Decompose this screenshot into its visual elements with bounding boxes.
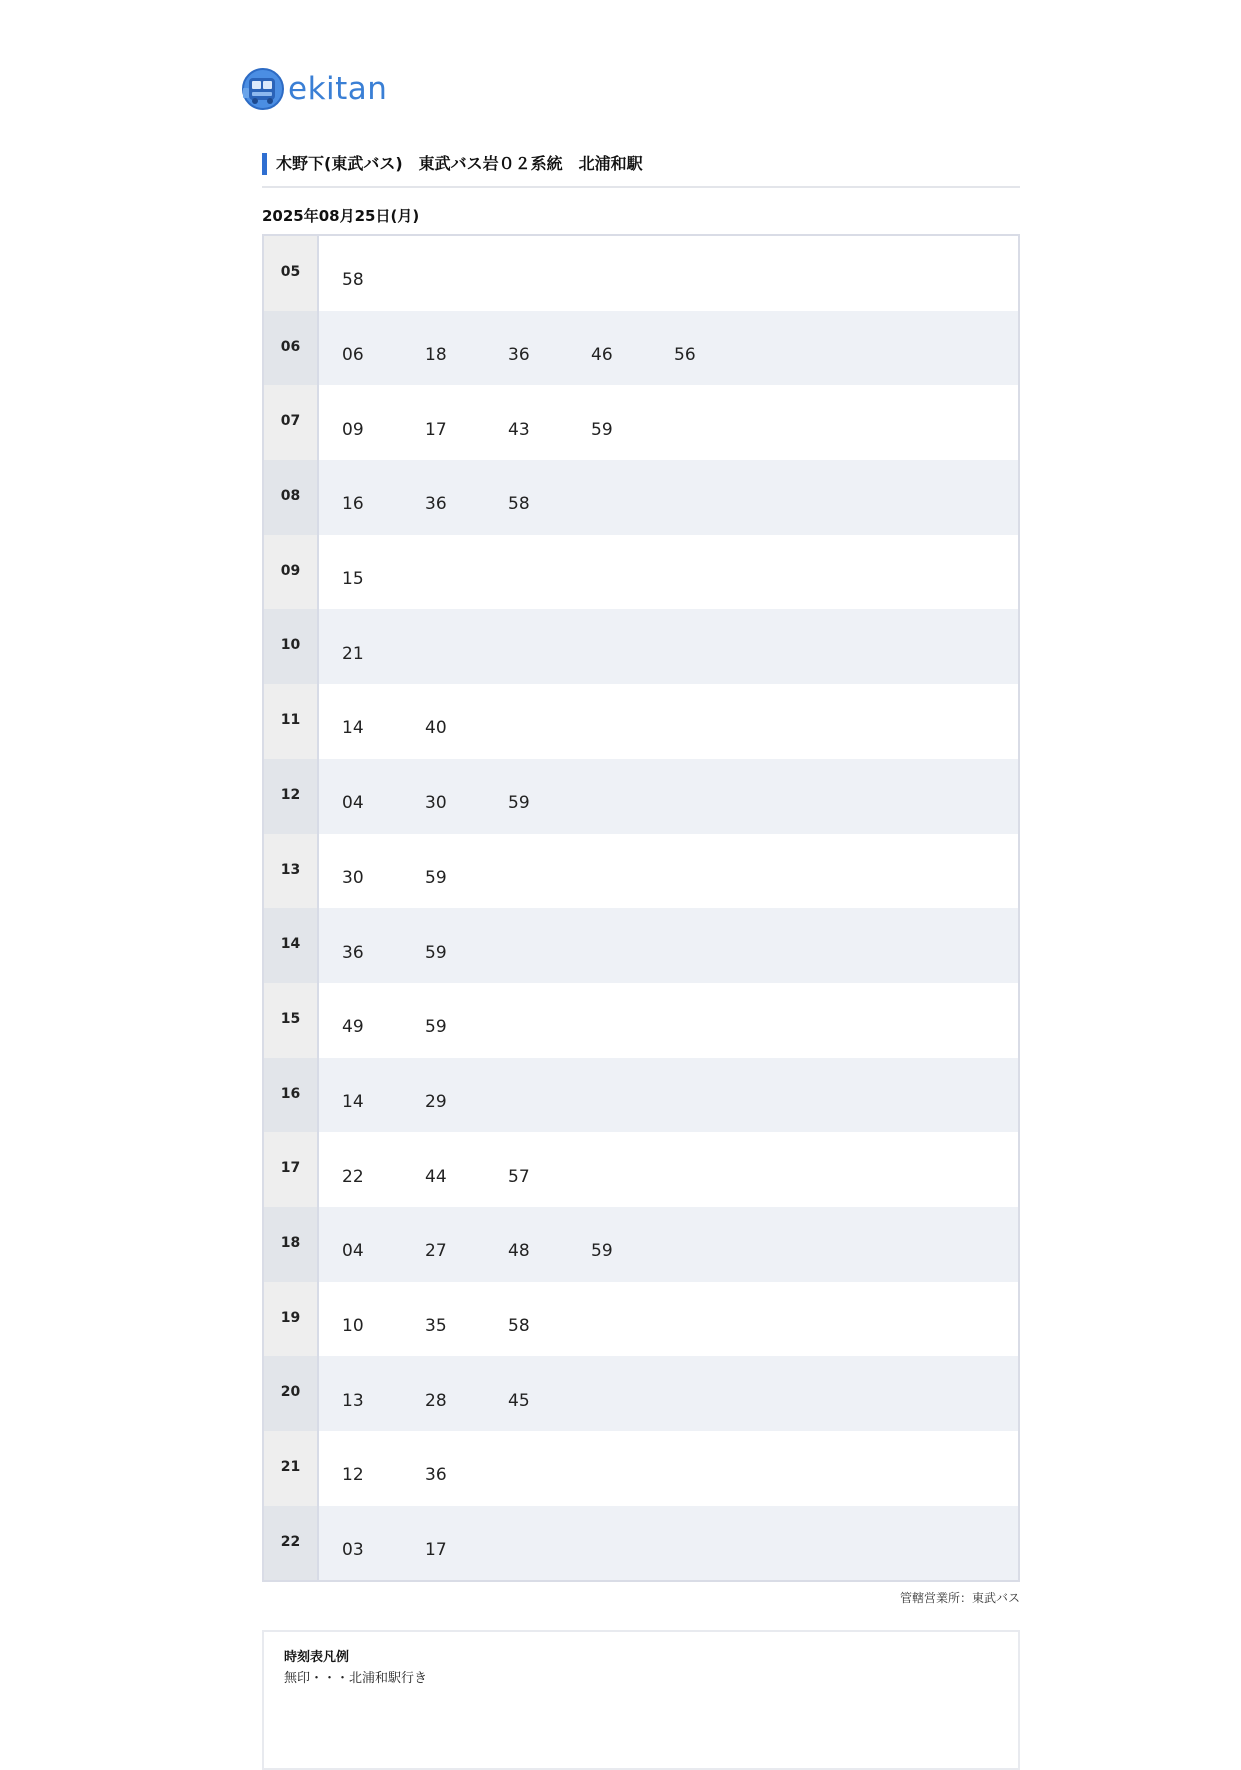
minutes-cell [319, 535, 1018, 610]
timetable-row [264, 236, 1018, 311]
logo-text: ekitan [288, 71, 388, 107]
minutes-cell [319, 385, 1018, 460]
hour-cell: 05 [264, 236, 319, 311]
hour-cell: 06 [264, 311, 319, 386]
departure-minute[interactable]: 17 [425, 419, 447, 440]
departure-minute[interactable]: 59 [508, 793, 530, 814]
minutes-cell [319, 609, 1018, 684]
timetable [262, 234, 1020, 1582]
timetable-row [264, 1506, 1018, 1581]
departure-minute[interactable]: 04 [342, 1241, 364, 1262]
timetable-row [264, 684, 1018, 759]
departure-minute[interactable]: 58 [508, 1315, 530, 1336]
hour-cell: 16 [264, 1058, 319, 1133]
departure-minute[interactable]: 22 [342, 1166, 364, 1187]
timetable-row [264, 460, 1018, 535]
timetable-row [264, 311, 1018, 386]
departure-minute[interactable]: 59 [425, 942, 447, 963]
departure-minute[interactable]: 27 [425, 1241, 447, 1262]
hour-cell: 10 [264, 609, 319, 684]
timetable-row [264, 1058, 1018, 1133]
title-accent-bar [262, 153, 267, 175]
hour-cell: 21 [264, 1431, 319, 1506]
legend-box [262, 1630, 1020, 1770]
departure-minute[interactable]: 17 [425, 1540, 447, 1561]
departure-minute[interactable]: 30 [342, 867, 364, 888]
hour-cell: 22 [264, 1506, 319, 1581]
minutes-cell [319, 1506, 1018, 1581]
minutes-cell [319, 983, 1018, 1058]
departure-minute[interactable]: 12 [342, 1465, 364, 1486]
minutes-cell [319, 834, 1018, 909]
departure-minute[interactable]: 14 [342, 1091, 364, 1112]
departure-minute[interactable]: 59 [425, 1017, 447, 1038]
timetable-row [264, 1431, 1018, 1506]
departure-minute[interactable]: 58 [508, 494, 530, 515]
departure-minute[interactable]: 59 [591, 419, 613, 440]
timetable-row [264, 1282, 1018, 1357]
timetable-row [264, 1207, 1018, 1282]
departure-minute[interactable]: 35 [425, 1315, 447, 1336]
hour-cell: 07 [264, 385, 319, 460]
minutes-cell [319, 460, 1018, 535]
timetable-row [264, 759, 1018, 834]
hour-cell: 17 [264, 1132, 319, 1207]
minutes-cell [319, 1132, 1018, 1207]
page-title: 木野下(東武バス) 東武バス岩０２系統 北浦和駅 [276, 154, 643, 173]
timetable-row [264, 834, 1018, 909]
hour-cell: 08 [264, 460, 319, 535]
hour-cell: 14 [264, 908, 319, 983]
hour-cell: 13 [264, 834, 319, 909]
legend-title: 時刻表凡例 [284, 1650, 350, 1665]
departure-minute[interactable]: 09 [342, 419, 364, 440]
minutes-cell [319, 684, 1018, 759]
departure-minute[interactable]: 21 [342, 643, 364, 664]
timetable-row [264, 1356, 1018, 1431]
hour-cell: 18 [264, 1207, 319, 1282]
departure-minute[interactable]: 48 [508, 1241, 530, 1262]
departure-minute[interactable]: 30 [425, 793, 447, 814]
timetable-date: 2025年08月25日(月) [262, 207, 420, 225]
minutes-cell [319, 1282, 1018, 1357]
hour-cell: 20 [264, 1356, 319, 1431]
departure-minute[interactable]: 56 [674, 345, 696, 366]
timetable-row [264, 1132, 1018, 1207]
departure-minute[interactable]: 13 [342, 1390, 364, 1411]
timetable-row [264, 535, 1018, 610]
minutes-cell [319, 236, 1018, 311]
departure-minute[interactable]: 45 [508, 1390, 530, 1411]
departure-minute[interactable]: 29 [425, 1091, 447, 1112]
office-label: 管轄営業所：東武バス [899, 1591, 1020, 1605]
minutes-cell [319, 908, 1018, 983]
page-title-bar [262, 150, 1020, 188]
departure-minute[interactable]: 15 [342, 569, 364, 590]
legend-item: 無印・・・北浦和駅行き [284, 1671, 428, 1686]
departure-minute[interactable]: 36 [425, 1465, 447, 1486]
ekitan-logo[interactable] [240, 66, 387, 112]
timetable-row [264, 609, 1018, 684]
minutes-cell [319, 1356, 1018, 1431]
departure-minute[interactable]: 57 [508, 1166, 530, 1187]
departure-minute[interactable]: 10 [342, 1315, 364, 1336]
minutes-cell [319, 1058, 1018, 1133]
departure-minute[interactable]: 59 [425, 867, 447, 888]
hour-cell: 11 [264, 684, 319, 759]
hour-cell: 09 [264, 535, 319, 610]
departure-minute[interactable]: 03 [342, 1540, 364, 1561]
departure-minute[interactable]: 49 [342, 1017, 364, 1038]
departure-minute[interactable]: 06 [342, 345, 364, 366]
minutes-cell [319, 1431, 1018, 1506]
timetable-row [264, 385, 1018, 460]
departure-minute[interactable]: 40 [425, 718, 447, 739]
minutes-cell [319, 311, 1018, 386]
hour-cell: 15 [264, 983, 319, 1058]
minutes-cell [319, 759, 1018, 834]
departure-minute[interactable]: 43 [508, 419, 530, 440]
departure-minute[interactable]: 44 [425, 1166, 447, 1187]
departure-minute[interactable]: 28 [425, 1390, 447, 1411]
minutes-cell [319, 1207, 1018, 1282]
departure-minute[interactable]: 36 [425, 494, 447, 515]
departure-minute[interactable]: 04 [342, 793, 364, 814]
departure-minute[interactable]: 46 [591, 345, 613, 366]
departure-minute[interactable]: 14 [342, 718, 364, 739]
timetable-row [264, 983, 1018, 1058]
hour-cell: 12 [264, 759, 319, 834]
hour-cell: 19 [264, 1282, 319, 1357]
departure-minute[interactable]: 36 [342, 942, 364, 963]
departure-minute[interactable]: 59 [591, 1241, 613, 1262]
departure-minute[interactable]: 18 [425, 345, 447, 366]
departure-minute[interactable]: 16 [342, 494, 364, 515]
bus-logo-icon [240, 66, 286, 112]
departure-minute[interactable]: 58 [342, 270, 364, 291]
timetable-row [264, 908, 1018, 983]
departure-minute[interactable]: 36 [508, 345, 530, 366]
